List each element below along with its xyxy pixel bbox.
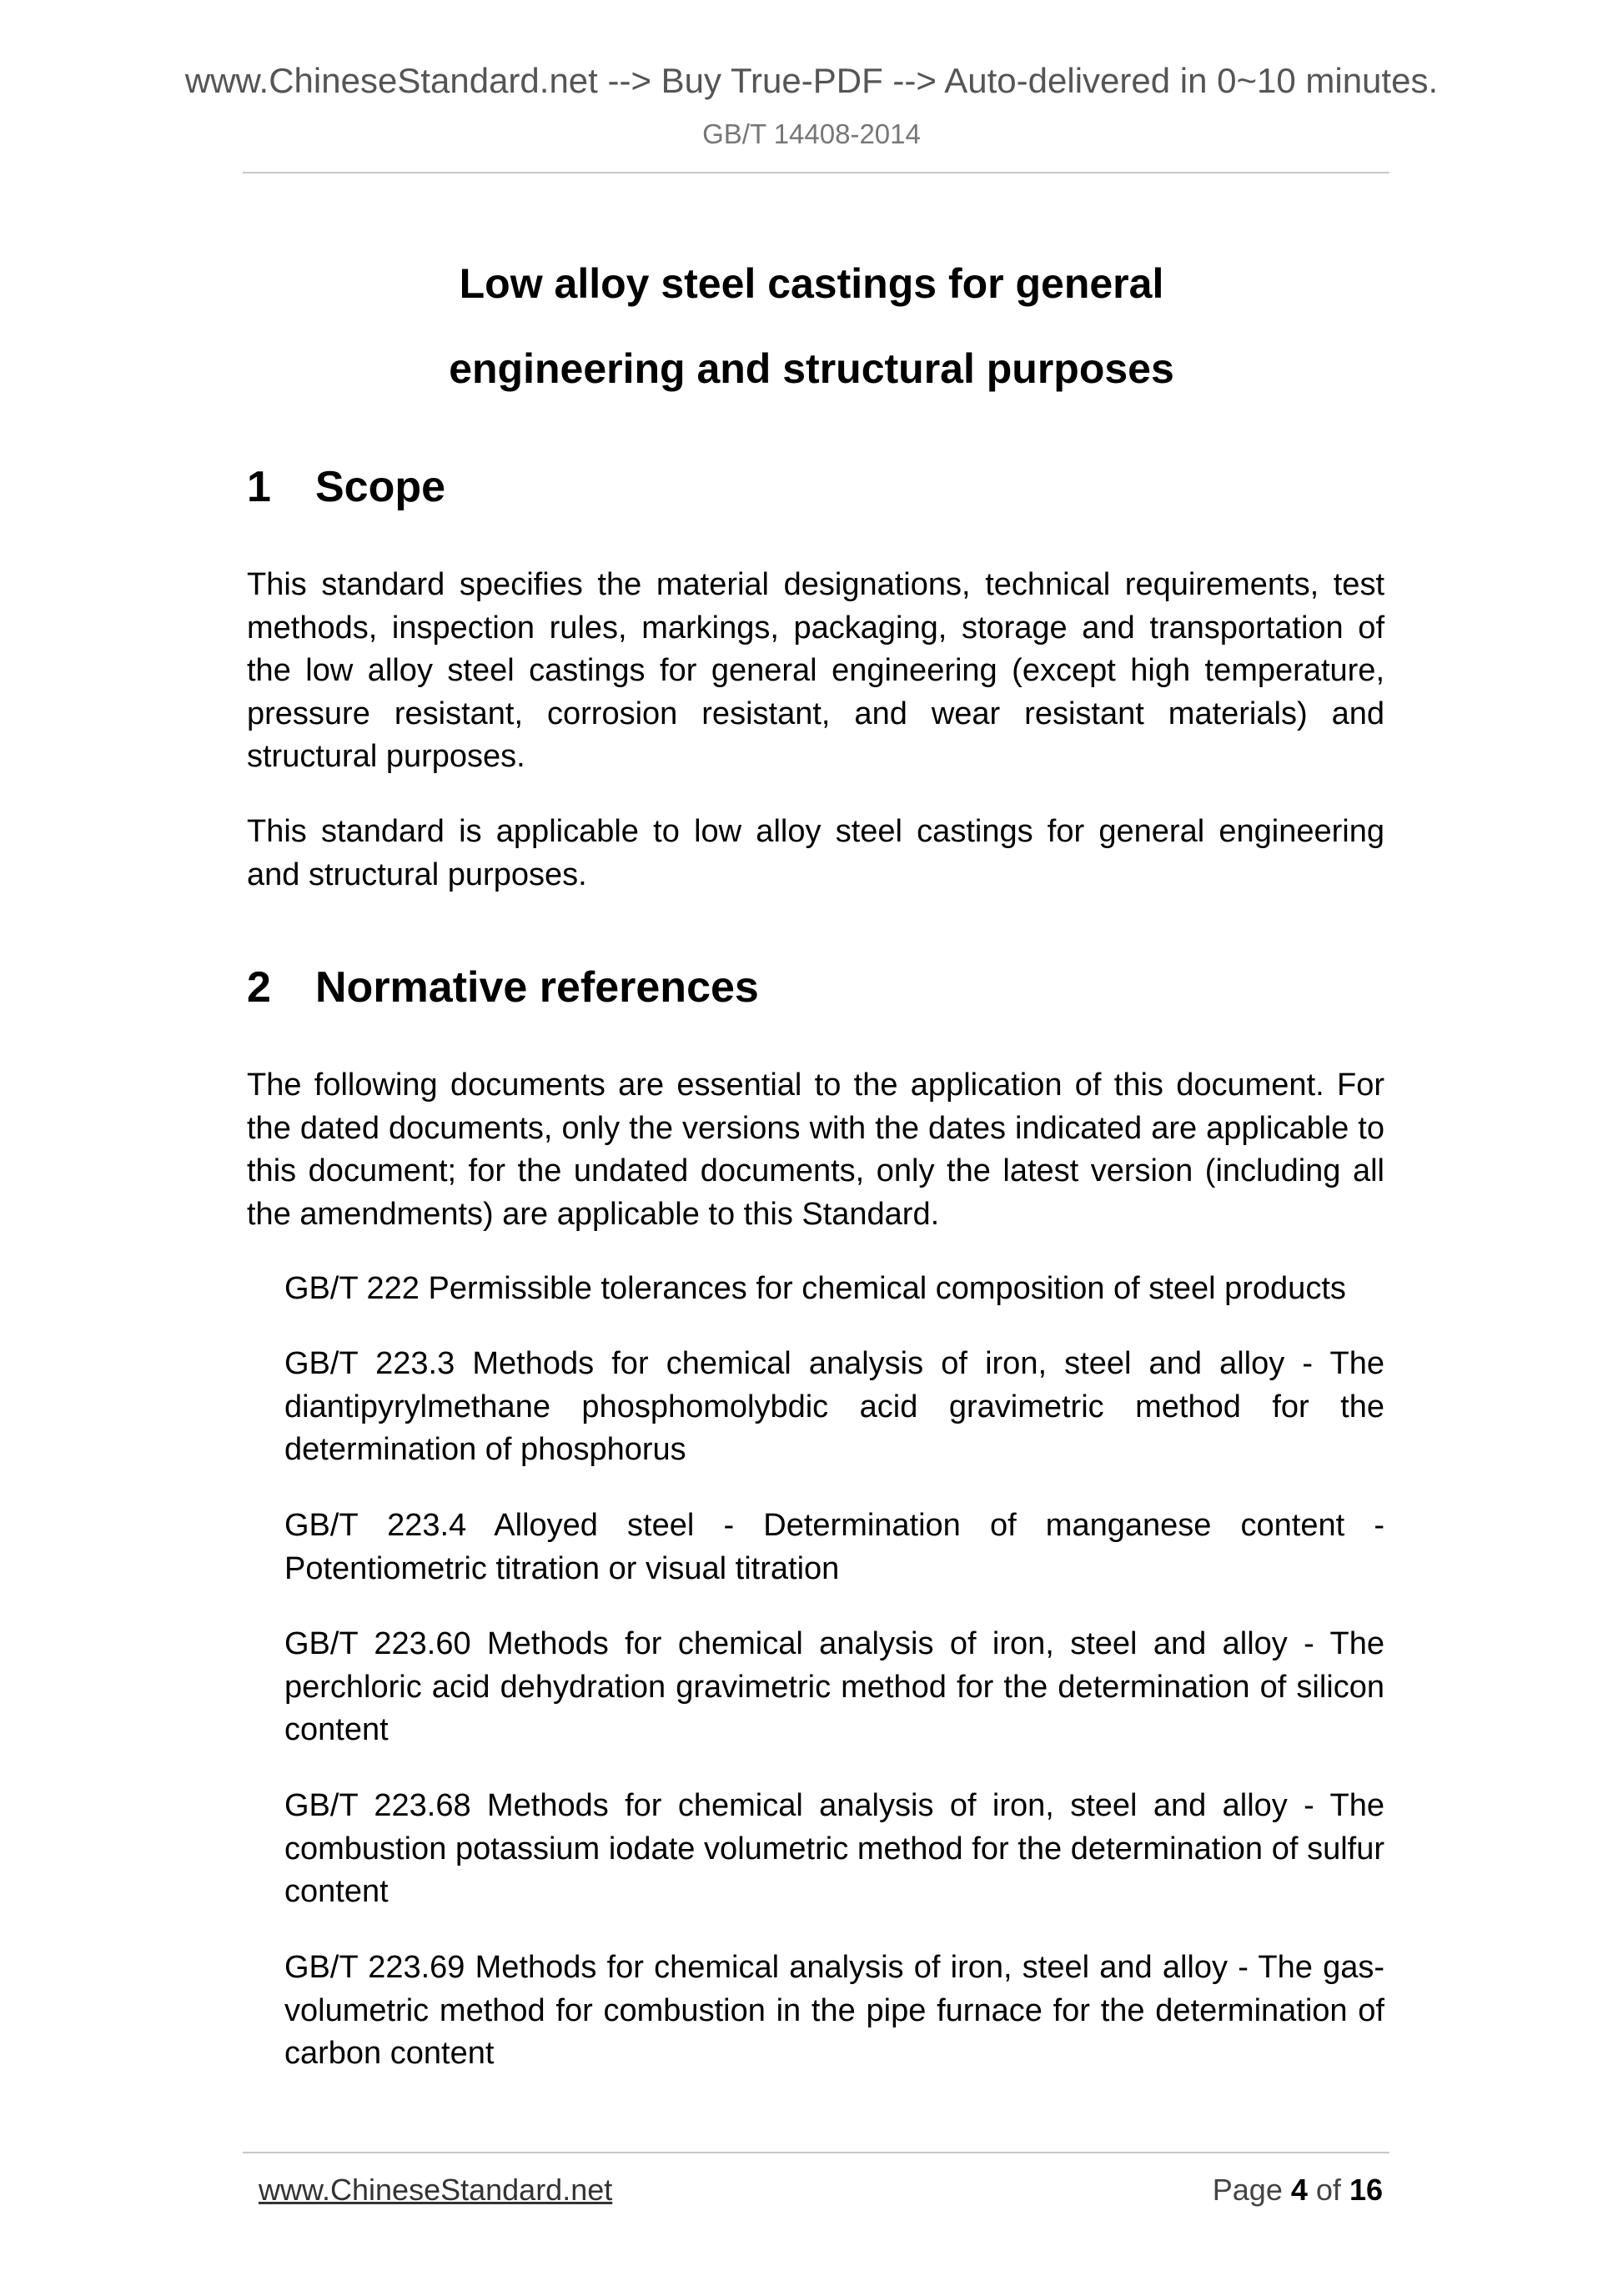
- section-title: Scope: [315, 463, 446, 511]
- section-title: Normative references: [315, 963, 759, 1012]
- section-2-heading: [247, 963, 759, 1012]
- section-number: 1: [247, 463, 271, 511]
- reference-item: GB/T 223.60 Methods for chemical analysis of iron, steel and alloy - The perchloric acid dehydration gravimetric method for the determination of silicon content: [284, 1626, 1384, 1747]
- page-of: of: [1315, 2173, 1341, 2207]
- footer-divider: [243, 2152, 1389, 2153]
- page-prefix: Page: [1212, 2173, 1283, 2207]
- header-divider: [243, 172, 1389, 173]
- standard-code: GB/T 14408-2014: [702, 118, 921, 149]
- reference-item: GB/T 223.4 Alloyed steel - Determination of manganese content - Potentiometric titration or visual titration: [284, 1508, 1384, 1586]
- section-1-heading: [247, 465, 445, 509]
- page-number: [1213, 2175, 1383, 2205]
- reference-item: GB/T 223.3 Methods for chemical analysis of iron, steel and alloy - The diantipyrylmethane phosphomolybdic acid gravimetric method for the determination of phosphorus: [284, 1346, 1384, 1467]
- page-current: 4: [1290, 2173, 1308, 2207]
- title-line-2: engineering and structural purposes: [449, 345, 1174, 392]
- reference-item: GB/T 223.69 Methods for chemical analysis of iron, steel and alloy - The gas-volumetric method for combustion in the pipe furnace for the determination of carbon content: [284, 1950, 1384, 2071]
- scope-paragraph-2: This standard is applicable to low alloy steel castings for general engineering and structural purposes.: [247, 814, 1384, 892]
- document-title: [0, 241, 1623, 411]
- references-intro-paragraph: The following documents are essential to the application of this document. For the dated documents, only the versions with the dates indicated are applicable to this document; for the undated documents, only the latest version (including all the amendments) are applicable to this Standard.: [247, 1068, 1384, 1232]
- reference-item: GB/T 223.68 Methods for chemical analysis of iron, steel and alloy - The combustion potassium iodate volumetric method for the determination of sulfur content: [284, 1788, 1384, 1909]
- page-total: 16: [1349, 2173, 1383, 2207]
- title-line-1: Low alloy steel castings for general: [459, 260, 1164, 307]
- section-number: 2: [247, 963, 271, 1012]
- reference-item: GB/T 222 Permissible tolerances for chemical composition of steel products: [284, 1271, 1346, 1306]
- footer-website-link[interactable]: www.ChineseStandard.net: [259, 2173, 613, 2207]
- scope-paragraph-1: This standard specifies the material designations, technical requirements, test methods, inspection rules, markings, packaging, storage and transportation of the low alloy steel castings for general engineering (except high temperature, pressure resistant, corrosion resistant, and wear resistant materials) and structural purposes.: [247, 567, 1384, 774]
- header-banner: www.ChineseStandard.net --> Buy True-PDF --> Auto-delivered in 0~10 minutes.: [184, 61, 1439, 100]
